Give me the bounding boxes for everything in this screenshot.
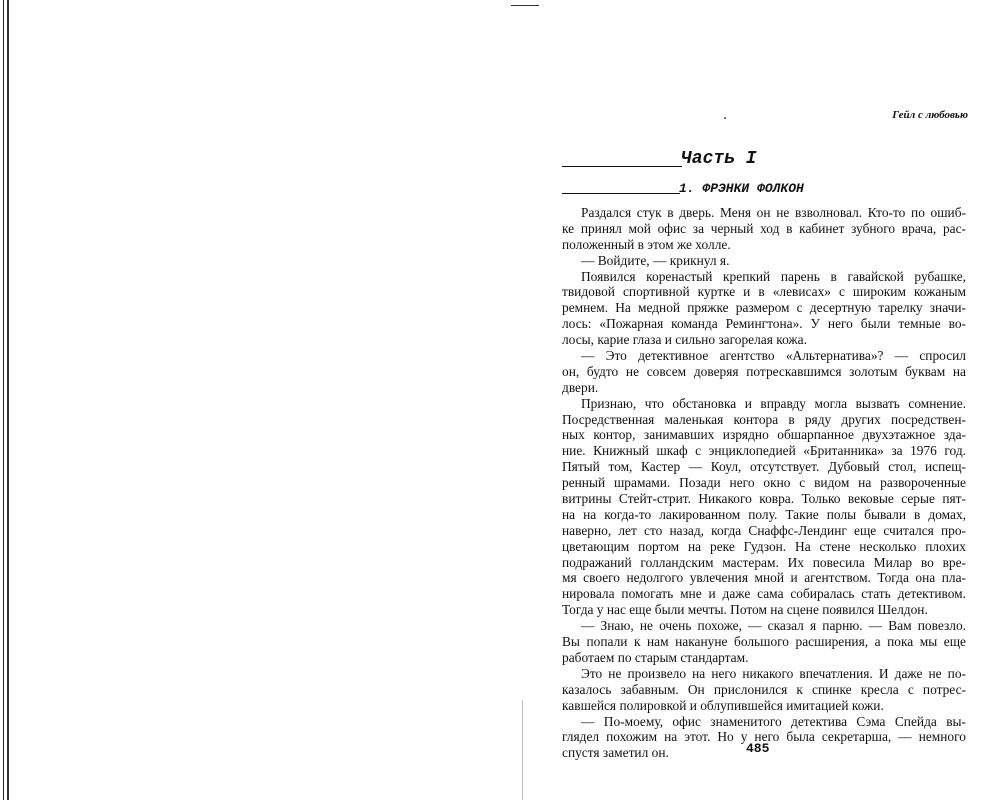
running-head: Гейл с любовью: [892, 109, 968, 121]
scan-left-edge: [3, 0, 9, 800]
chapter-heading: [562, 181, 862, 197]
part-heading-rule: [562, 166, 682, 167]
text-line: Вы попали к нам накануне большого расширения, а пока мы еще: [562, 634, 966, 650]
text-line: Тогда у нас еще были мечты. Потом на сцене появился Шелдон.: [562, 602, 928, 618]
text-line: твидовой спортивной куртке и в «левисах» с широким кожаным: [562, 284, 966, 300]
text-line: ке принял мой офис за черный ход в кабинет зубного врача, рас-: [562, 220, 966, 236]
text-line: двери.: [562, 379, 599, 395]
text-line: работаем по старым стандартам.: [562, 649, 749, 665]
text-line: спустя заметил он.: [562, 745, 669, 761]
text-line: ренный шрамами. Позади него окно с видом на развороченные: [562, 475, 966, 491]
chapter-heading-rule: [562, 193, 680, 194]
chapter-title: 1. ФРЭНКИ ФОЛКОН: [679, 181, 804, 196]
text-line: на на когда-то лакированном полу. Такие полы бывали в домах,: [562, 506, 966, 522]
text-line: казалось забавным. Он прислонился к спинке кресла с потрес-: [562, 681, 966, 697]
text-line: кавшейся полировкой и облупившейся имитацией кожи.: [562, 697, 884, 713]
text-line: — По-моему, офис знаменитого детектива Сэма Спейда вы-: [581, 713, 966, 729]
spine-mark: [511, 5, 539, 6]
text-line: наверно, лет сто назад, когда Снаффс-Лендинг еще считался про-: [562, 522, 966, 538]
text-line: нировала помогать мне и даже сама собиралась стать детективом.: [562, 586, 966, 602]
text-line: цветающим портом на реке Гудзон. На стене несколько плохих: [562, 538, 966, 554]
text-line: он, будто не совсем доверяя потрескавшимся золотым буквам на: [562, 363, 966, 379]
text-line: лосы, карие глаза и сильно загорелая кожа.: [562, 332, 807, 348]
text-line: глядел похожим на этот. Но у него была секретарша, — немного: [562, 729, 966, 745]
text-line: Это не произвело на него никакого впечатления. И даже не по-: [581, 665, 966, 681]
part-heading: [562, 149, 772, 171]
text-line: Пятый том, Кастер — Коул, отсутствует. Дубовый стол, испещ-: [562, 459, 966, 475]
body-text: [562, 205, 966, 761]
text-line: лось: «Пожарная команда Ремингтона». У него были темные во-: [562, 316, 966, 332]
text-line: — Войдите, — крикнул я.: [581, 252, 730, 268]
text-line: положенный в этом же холле.: [562, 236, 731, 252]
page-number: 485: [746, 741, 770, 756]
text-line: ремнем. На медной пряжке размером с десертную тарелку значи-: [562, 300, 966, 316]
text-line: ных контор, занимавших изрядно обшарпанное двухэтажное зда-: [562, 427, 966, 443]
text-line: подражаний голландским мастерам. Их повесила Милар во вре-: [562, 554, 966, 570]
text-line: — Знаю, не очень похоже, — сказал я парню. — Вам повезло.: [581, 618, 966, 634]
text-line: Появился коренастый крепкий парень в гавайской рубашке,: [581, 268, 966, 284]
text-line: — Это детективное агентство «Альтернатива»? — спросил: [581, 348, 966, 364]
text-line: Посредственная маленькая контора в ряду других посредствен-: [562, 411, 966, 427]
text-line: ние. Книжный шкаф с энциклопедией «Британника» за 1976 год.: [562, 443, 966, 459]
spine-crease: [522, 700, 523, 800]
text-line: Раздался стук в дверь. Меня он не взволновал. Кто-то по ошиб-: [581, 205, 966, 220]
text-line: мя своего недолгого увлечения мной и агентством. Тогда она пла-: [562, 570, 966, 586]
part-title: Часть I: [681, 149, 757, 169]
text-line: витрины Стейт-стрит. Никакого ковра. Только вековые серые пят-: [562, 491, 966, 507]
text-line: Признаю, что обстановка и вправду могла вызвать сомнение.: [581, 395, 966, 411]
scan-speck: [724, 117, 726, 119]
